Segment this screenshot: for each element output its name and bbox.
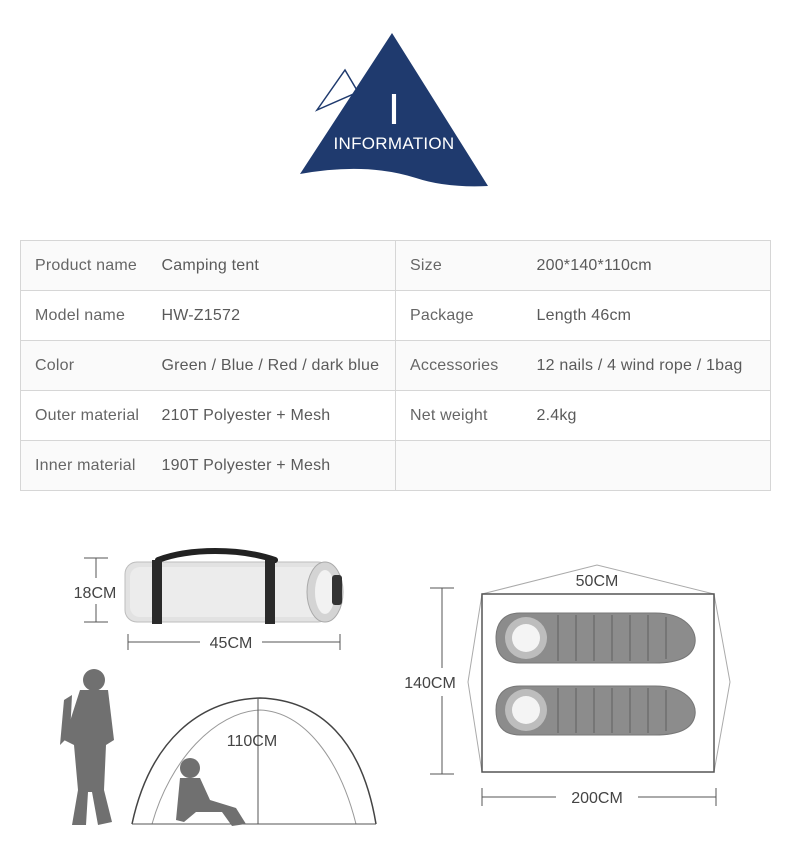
table-row (21, 341, 771, 391)
spec-key: Package (396, 291, 523, 341)
table-row (21, 291, 771, 341)
spec-key (396, 441, 523, 491)
sitting-person-silhouette (176, 758, 246, 826)
floor-side-label: 140CM (404, 675, 456, 692)
bag-height-label: 18CM (73, 585, 117, 602)
table-row (21, 441, 771, 491)
spec-value: Camping tent (148, 241, 396, 291)
spec-value: 200*140*110cm (523, 241, 771, 291)
information-logo (296, 30, 492, 190)
floor-top-label: 50CM (575, 573, 619, 590)
spec-value: 2.4kg (523, 391, 771, 441)
spec-key: Product name (21, 241, 148, 291)
dimension-diagrams (0, 540, 790, 868)
standing-person-silhouette (60, 669, 114, 825)
bag-length-label: 45CM (209, 635, 253, 652)
floor-bottom-label: 200CM (571, 790, 623, 807)
spec-key: Inner material (21, 441, 148, 491)
spec-key: Net weight (396, 391, 523, 441)
table-row (21, 391, 771, 441)
spec-table (20, 240, 771, 491)
spec-key: Outer material (21, 391, 148, 441)
sleeping-bag-icon (496, 686, 695, 735)
logo-letter: I (387, 85, 401, 134)
spec-key: Color (21, 341, 148, 391)
sleeping-bag-icon (496, 613, 695, 663)
spec-value: Length 46cm (523, 291, 771, 341)
spec-key: Accessories (396, 341, 523, 391)
tent-profile-illustration (132, 698, 376, 824)
spec-value: Green / Blue / Red / dark blue (148, 341, 396, 391)
spec-value: 12 nails / 4 wind rope / 1bag (523, 341, 771, 391)
spec-value: HW-Z1572 (148, 291, 396, 341)
logo-word: INFORMATION (333, 134, 455, 153)
packed-bag-illustration (125, 551, 343, 624)
spec-key: Model name (21, 291, 148, 341)
tent-height-label: 110CM (226, 733, 278, 750)
spec-value: 210T Polyester + Mesh (148, 391, 396, 441)
tent-floor-plan (468, 565, 730, 772)
spec-key: Size (396, 241, 523, 291)
spec-value (523, 441, 771, 491)
table-row (21, 241, 771, 291)
spec-value: 190T Polyester + Mesh (148, 441, 396, 491)
